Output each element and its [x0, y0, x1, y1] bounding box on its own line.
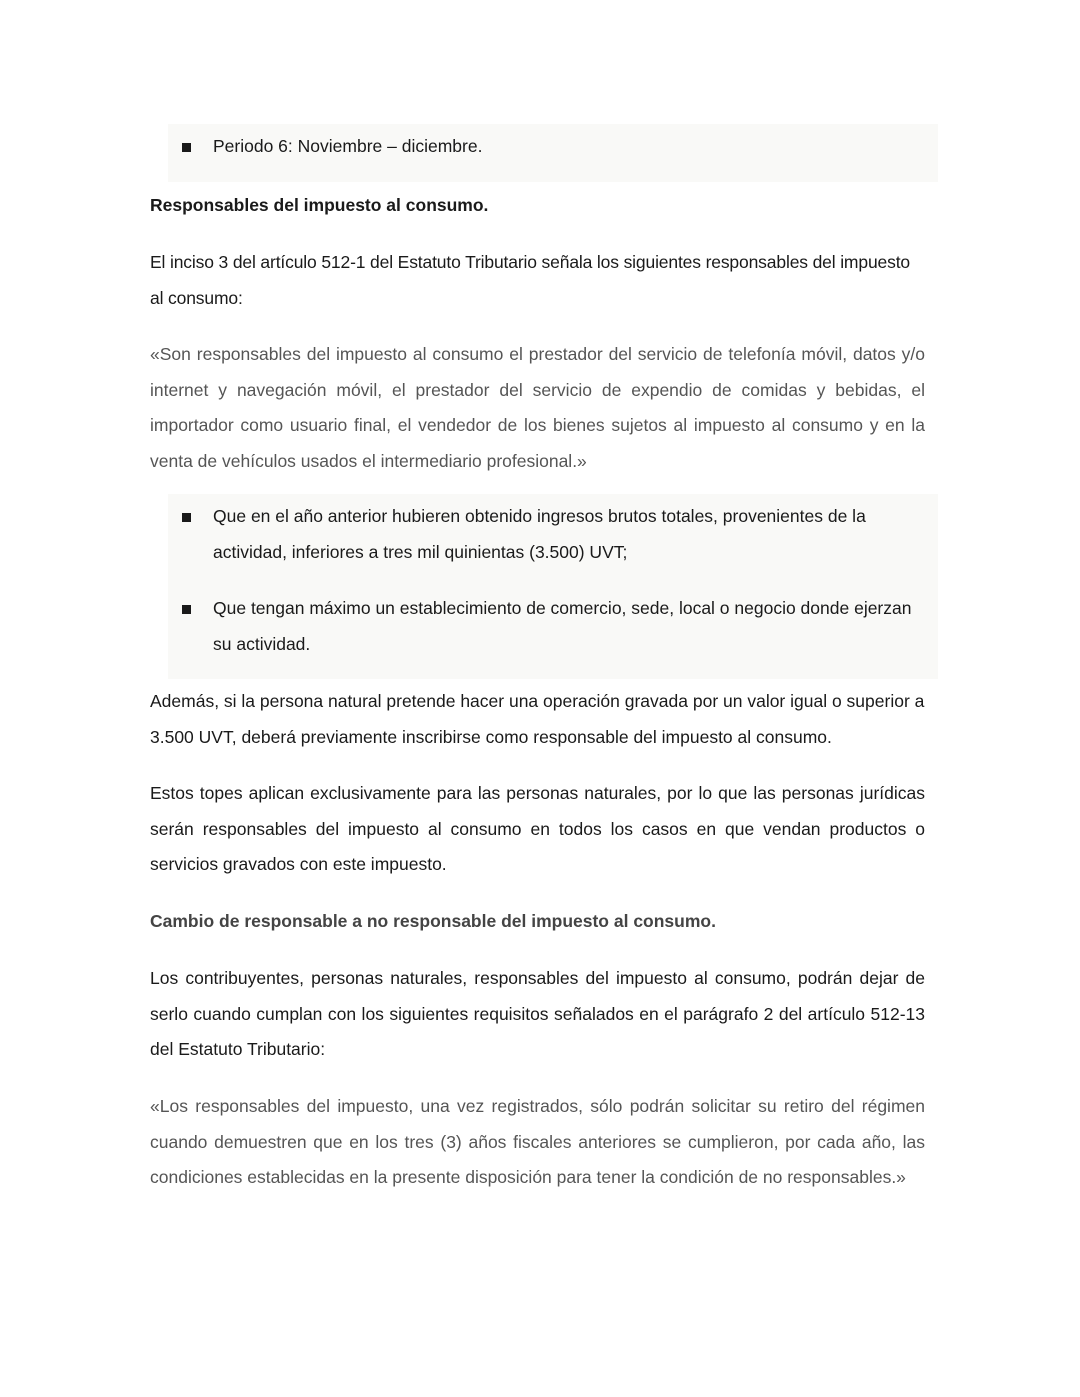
period-list — [168, 124, 938, 182]
list-item — [168, 591, 938, 662]
quote-responsables: «Son responsables del impuesto al consumo el prestador del servicio de telefonía móvil, datos y/o internet y navegación móvil, el prestador del servicio de expendio de comidas y bebidas, el importador como usuario final, el vendedor de los bienes sujetos al impuesto al consumo y en la venta de vehículos usados el intermediario profesional.» — [150, 344, 925, 471]
square-bullet-icon — [182, 513, 191, 522]
paragraph-contribuyentes: Los contribuyentes, personas naturales, responsables del impuesto al consumo, podrán dejar de serlo cuando cumplan con los siguientes requisitos señalados en el parágrafo 2 del artículo 512-13 del Estatuto Tributario: — [150, 968, 925, 1059]
list-item-text: Que tengan máximo un establecimiento de comercio, sede, local o negocio donde ejerzan su actividad. — [213, 598, 912, 654]
section-heading-cambio: Cambio de responsable a no responsable del impuesto al consumo. — [150, 911, 716, 931]
conditions-list — [168, 494, 938, 679]
paragraph-inciso: El inciso 3 del artículo 512-1 del Estatuto Tributario señala los siguientes responsables del impuesto al consumo: — [150, 252, 911, 308]
list-item — [168, 499, 938, 570]
list-item-text: Periodo 6: Noviembre – diciembre. — [213, 136, 483, 156]
section-heading-responsables: Responsables del impuesto al consumo. — [150, 195, 489, 215]
square-bullet-icon — [182, 605, 191, 614]
paragraph-ademas: Además, si la persona natural pretende hacer una operación gravada por un valor igual o superior a 3.500 UVT, deberá previamente inscribirse como responsable del impuesto al consumo. — [150, 691, 925, 747]
square-bullet-icon — [182, 143, 191, 152]
paragraph-topes: Estos topes aplican exclusivamente para las personas naturales, por lo que las personas jurídicas serán responsables del impuesto al consumo en todos los casos en que vendan productos o servicios gravados con este impuesto. — [150, 783, 925, 874]
list-item-text: Que en el año anterior hubieren obtenido ingresos brutos totales, provenientes de la actividad, inferiores a tres mil quinientas (3.500) UVT; — [213, 506, 866, 562]
list-item — [168, 129, 938, 165]
quote-retiro: «Los responsables del impuesto, una vez registrados, sólo podrán solicitar su retiro del régimen cuando demuestren que en los tres (3) años fiscales anteriores se cumplieron, por cada año, las condiciones establecidas en la presente disposición para tener la condición de no responsables.» — [150, 1096, 925, 1187]
